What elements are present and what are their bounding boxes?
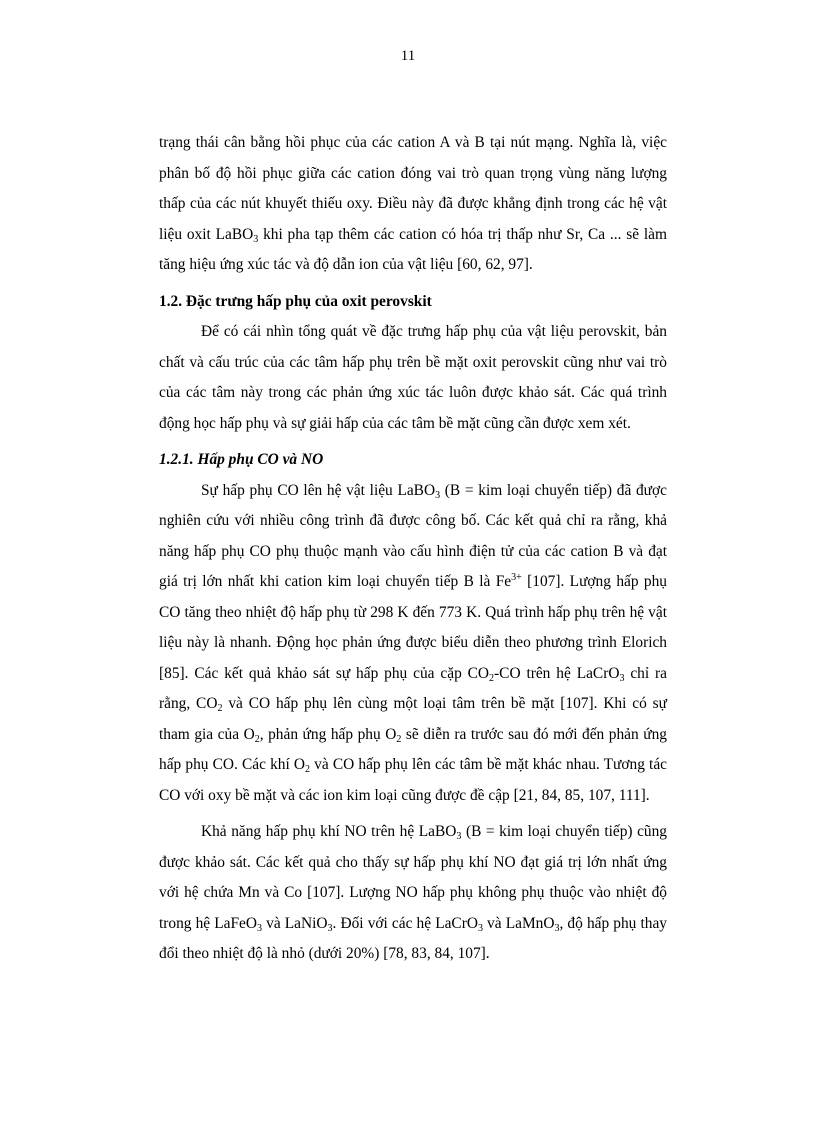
- text-run: sẽ diễn ra trước sau đó mới đến phản ứng hấp phụ CO. Các khí O: [159, 725, 667, 773]
- text-run: (B = kim loại chuyển tiếp) cũng được khảo sát. Các kết quả cho thấy sự hấp phụ khí NO đạt giá trị lớn nhất ứng với hệ chứa Mn và Co [107]. Lượng NO hấp phụ không phụ thuộc vào nhiệt độ trong hệ LaFeO: [159, 823, 668, 932]
- text-run: Khả năng hấp phụ khí NO trên hệ LaBO: [201, 823, 457, 840]
- paragraph-intro: [159, 128, 667, 281]
- text-run: chỉ ra rằng, CO: [159, 664, 667, 712]
- subscript: 3: [253, 233, 259, 245]
- text-run: -CO trên hệ LaCrO: [494, 664, 620, 682]
- subscript: 3: [257, 922, 262, 934]
- text-run: trạng thái cân bằng hồi phục của các cation A và B tại nút mạng. Nghĩa là, việc phân bố độ hồi phục giữa các cation đóng vai trò quan trọng vùng năng lượng thấp của các nút khuyết thiếu oxy. Điều này đã được khẳng định trong các hệ vật liệu oxit LaBO: [159, 134, 667, 243]
- text-run: . Đối với các hệ LaCrO: [332, 914, 478, 932]
- subscript: 3: [619, 672, 625, 684]
- page-body: [159, 128, 667, 970]
- subscript: 3: [477, 922, 483, 934]
- subscript: 3: [456, 831, 462, 842]
- paragraph-no-adsorption: [159, 817, 667, 970]
- section-heading-1-2-1: 1.2.1. Hấp phụ CO và NO: [159, 451, 324, 468]
- subscript: 3: [327, 922, 333, 934]
- paragraph-overview: Để có cái nhìn tổng quát về đặc trưng hấp phụ của vật liệu perovskit, bản chất và cấu trúc của các tâm hấp phụ trên bề mặt oxit perovskit cũng như vai trò của các tâm này trong các phản ứng xúc tác luôn được khảo sát. Các quá trình động học hấp phụ và sự giải hấp của các tâm bề mặt cũng cần được xem xét.: [159, 323, 667, 432]
- page-number: 11: [400, 48, 416, 64]
- subscript: 3: [435, 489, 441, 501]
- text-run: , phản ứng hấp phụ O: [259, 725, 397, 743]
- superscript: 3+: [511, 572, 522, 583]
- subscript: 2: [396, 733, 402, 745]
- text-run: khi pha tạp thêm các cation có hóa trị thấp như Sr, Ca ... sẽ làm tăng hiệu ứng xúc tác và độ dẫn ion của vật liệu [60, 62, 97].: [159, 225, 667, 273]
- text-run: và CO hấp phụ lên cùng một loại tâm trên bề mặt [107]. Khi có sự tham gia của O: [159, 695, 667, 743]
- text-run: , độ hấp phụ thay đổi theo nhiệt độ là nhỏ (dưới 20%) [78, 83, 84, 107].: [159, 914, 667, 962]
- text-run: và CO hấp phụ lên các tâm bề mặt khác nhau. Tương tác CO với oxy bề mặt và các ion kim loại cũng được đề cập [21, 84, 85, 107, 111].: [159, 756, 667, 804]
- subscript: 2: [489, 672, 495, 684]
- subscript: 2: [217, 703, 223, 714]
- subscript: 2: [305, 764, 311, 775]
- subscript: 2: [254, 733, 260, 745]
- text-run: [107]. Lượng hấp phụ CO tăng theo nhiệt độ hấp phụ từ 298 K đến 773 K. Quá trình hấp phụ trên hệ vật liệu này là nhanh. Động học phản ứng được biểu diễn theo phương trình Elorich [85]. Các kết quả khảo sát sự hấp phụ của cặp CO: [159, 573, 667, 682]
- paragraph-co-adsorption: [159, 476, 667, 812]
- section-heading-1-2: 1.2. Đặc trưng hấp phụ của oxit perovskit: [159, 292, 432, 310]
- text-run: và LaMnO: [482, 914, 555, 932]
- subscript: 3: [554, 922, 560, 934]
- text-run: và LaNiO: [262, 914, 328, 932]
- text-run: (B = kim loại chuyển tiếp) đã được nghiên cứu với nhiều công trình đã được công bố. Các kết quả chỉ ra rằng, khả năng hấp phụ CO phụ thuộc mạnh vào cấu hình điện tử của các cation B và đạt giá trị lớn nhất khi cation kim loại chuyển tiếp B là Fe: [159, 481, 667, 590]
- text-run: Sự hấp phụ CO lên hệ vật liệu LaBO: [201, 481, 436, 499]
